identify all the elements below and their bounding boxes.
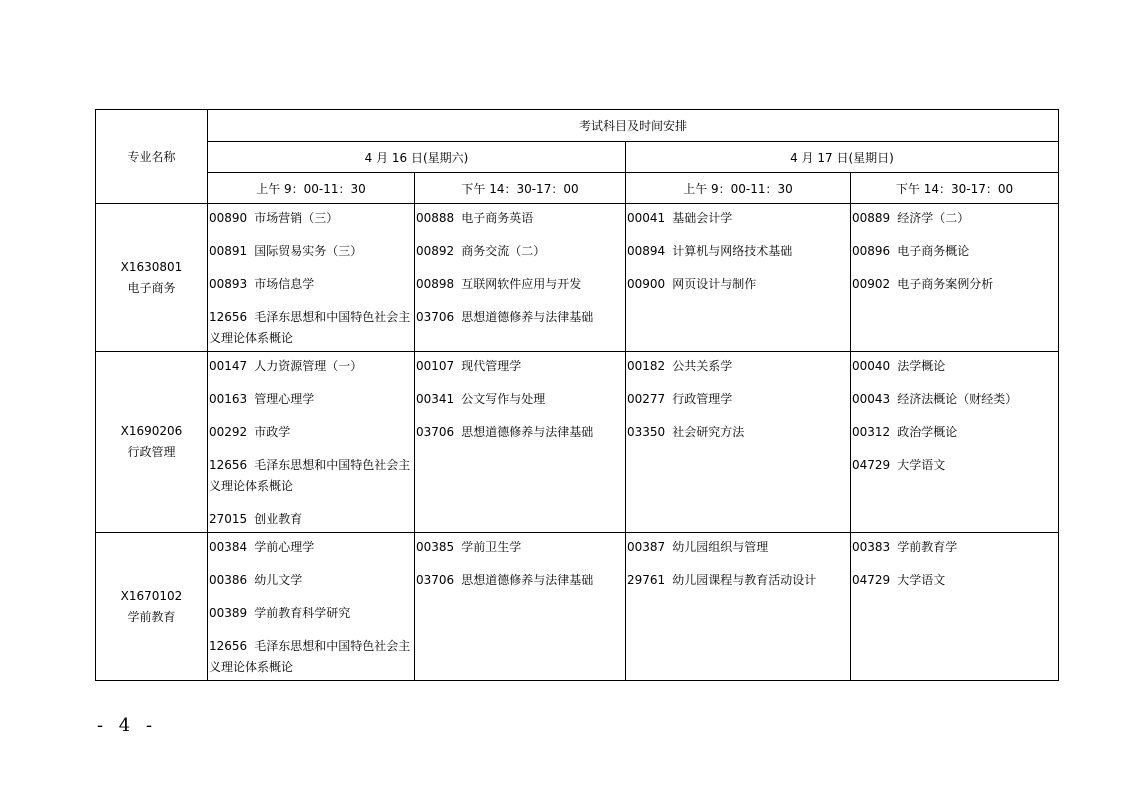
course-entry <box>852 570 1058 591</box>
course-name: 人力资源管理（一） <box>254 359 363 373</box>
course-name: 毛泽东思想和中国特色社会主义理论体系概论 <box>209 639 411 674</box>
course-name: 公共关系学 <box>672 359 733 373</box>
course-name: 学前心理学 <box>254 540 315 554</box>
course-code: 03706 <box>416 573 455 587</box>
session-cell <box>415 533 626 681</box>
course-code: 00041 <box>627 211 666 225</box>
course-code: 00387 <box>627 540 666 554</box>
session-cell <box>415 352 626 533</box>
course-code: 03706 <box>416 425 455 439</box>
page-number: - 4 - <box>97 715 158 736</box>
course-entry <box>627 208 850 229</box>
course-code: 00384 <box>209 540 248 554</box>
course-entry <box>852 356 1058 377</box>
course-entry <box>209 603 414 624</box>
course-entry <box>416 307 625 328</box>
course-code: 00040 <box>852 359 891 373</box>
course-code: 00898 <box>416 277 455 291</box>
course-name: 幼儿园组织与管理 <box>672 540 769 554</box>
course-code: 00163 <box>209 392 248 406</box>
course-entry <box>209 636 414 678</box>
course-entry <box>209 455 414 497</box>
course-entry <box>627 422 850 443</box>
course-name: 市场信息学 <box>254 277 315 291</box>
session-cell <box>851 204 1059 352</box>
course-name: 现代管理学 <box>461 359 522 373</box>
course-name: 经济学（二） <box>897 211 970 225</box>
course-entry <box>416 241 625 262</box>
course-code: 00893 <box>209 277 248 291</box>
schedule-body <box>96 204 1059 681</box>
course-entry <box>627 274 850 295</box>
course-code: 03350 <box>627 425 666 439</box>
course-code: 12656 <box>209 639 248 653</box>
course-entry <box>209 208 414 229</box>
course-code: 00891 <box>209 244 248 258</box>
course-code: 00900 <box>627 277 666 291</box>
session-cell <box>626 352 851 533</box>
course-code: 00386 <box>209 573 248 587</box>
course-entry <box>852 241 1058 262</box>
course-entry <box>209 537 414 558</box>
day-header: 4 月 16 日(星期六) <box>208 142 626 173</box>
course-code: 03706 <box>416 310 455 324</box>
course-code: 00889 <box>852 211 891 225</box>
course-entry <box>627 570 850 591</box>
course-entry <box>852 455 1058 476</box>
course-code: 00277 <box>627 392 666 406</box>
course-name: 思想道德修养与法律基础 <box>461 573 594 587</box>
course-code: 00107 <box>416 359 455 373</box>
course-code: 27015 <box>209 512 248 526</box>
course-entry <box>416 389 625 410</box>
course-entry <box>209 570 414 591</box>
course-entry <box>852 389 1058 410</box>
major-name-header: 专业名称 <box>96 110 208 204</box>
course-entry <box>852 274 1058 295</box>
major-cell <box>96 352 208 533</box>
course-code: 00147 <box>209 359 248 373</box>
course-code: 00890 <box>209 211 248 225</box>
course-name: 计算机与网络技术基础 <box>672 244 793 258</box>
course-name: 毛泽东思想和中国特色社会主义理论体系概论 <box>209 310 411 345</box>
course-code: 00182 <box>627 359 666 373</box>
course-name: 大学语文 <box>897 573 946 587</box>
course-name: 电子商务英语 <box>461 211 534 225</box>
session-header: 上午 9：00-11：30 <box>208 173 415 204</box>
course-name: 电子商务案例分析 <box>897 277 994 291</box>
major-name: 电子商务 <box>127 280 176 295</box>
major-row <box>96 533 1059 681</box>
course-code: 00888 <box>416 211 455 225</box>
session-cell <box>208 352 415 533</box>
session-cell <box>415 204 626 352</box>
major-name: 行政管理 <box>127 445 176 459</box>
course-entry <box>852 537 1058 558</box>
course-name: 国际贸易实务（三） <box>254 244 363 258</box>
session-cell <box>208 204 415 352</box>
course-code: 00896 <box>852 244 891 258</box>
course-entry <box>209 389 414 410</box>
course-code: 00892 <box>416 244 455 258</box>
course-name: 学前卫生学 <box>461 540 522 554</box>
course-name: 公文写作与处理 <box>461 392 546 406</box>
day-header: 4 月 17 日(星期日) <box>626 142 1059 173</box>
course-entry <box>209 509 414 530</box>
exam-schedule-table <box>95 109 1059 681</box>
session-cell <box>626 204 851 352</box>
course-code: 00341 <box>416 392 455 406</box>
course-name: 互联网软件应用与开发 <box>461 277 582 291</box>
course-entry <box>627 356 850 377</box>
major-cell <box>96 533 208 681</box>
course-name: 思想道德修养与法律基础 <box>461 310 594 324</box>
schedule-title: 考试科目及时间安排 <box>208 110 1059 142</box>
course-name: 法学概论 <box>897 359 946 373</box>
course-code: 04729 <box>852 458 891 472</box>
course-entry <box>852 422 1058 443</box>
major-code: X1630801 <box>120 259 183 274</box>
course-code: 00389 <box>209 606 248 620</box>
course-name: 网页设计与制作 <box>672 277 757 291</box>
session-header: 下午 14：30-17：00 <box>415 173 626 204</box>
session-cell <box>851 352 1059 533</box>
major-row <box>96 204 1059 352</box>
course-entry <box>416 570 625 591</box>
major-row <box>96 352 1059 533</box>
course-entry <box>416 422 625 443</box>
course-entry <box>209 307 414 349</box>
session-cell <box>851 533 1059 681</box>
course-name: 商务交流（二） <box>461 244 546 258</box>
course-name: 基础会计学 <box>672 211 733 225</box>
course-code: 00043 <box>852 392 891 406</box>
course-entry <box>416 208 625 229</box>
course-entry <box>416 356 625 377</box>
course-entry <box>209 422 414 443</box>
session-cell <box>626 533 851 681</box>
course-name: 市政学 <box>254 425 291 439</box>
course-code: 00312 <box>852 425 891 439</box>
course-code: 00385 <box>416 540 455 554</box>
major-name: 学前教育 <box>127 609 176 624</box>
session-cell <box>208 533 415 681</box>
course-name: 经济法概论（财经类） <box>897 392 1018 406</box>
course-name: 幼儿园课程与教育活动设计 <box>672 573 817 587</box>
session-header: 上午 9：00-11：30 <box>626 173 851 204</box>
course-entry <box>416 537 625 558</box>
course-name: 管理心理学 <box>254 392 315 406</box>
major-code: X1690206 <box>120 424 183 438</box>
course-name: 行政管理学 <box>672 392 733 406</box>
course-entry <box>627 537 850 558</box>
course-code: 04729 <box>852 573 891 587</box>
course-name: 电子商务概论 <box>897 244 970 258</box>
course-name: 政治学概论 <box>897 425 958 439</box>
course-name: 思想道德修养与法律基础 <box>461 425 594 439</box>
course-name: 学前教育学 <box>897 540 958 554</box>
course-name: 幼儿文学 <box>254 573 303 587</box>
course-code: 12656 <box>209 310 248 324</box>
course-entry <box>209 356 414 377</box>
course-entry <box>852 208 1058 229</box>
course-entry <box>209 241 414 262</box>
course-code: 12656 <box>209 458 248 472</box>
course-name: 创业教育 <box>254 512 303 526</box>
course-name: 社会研究方法 <box>672 425 745 439</box>
major-cell <box>96 204 208 352</box>
course-entry <box>416 274 625 295</box>
course-code: 29761 <box>627 573 666 587</box>
session-header: 下午 14：30-17：00 <box>851 173 1059 204</box>
course-code: 00902 <box>852 277 891 291</box>
course-entry <box>627 241 850 262</box>
course-code: 00383 <box>852 540 891 554</box>
major-code: X1670102 <box>120 588 183 603</box>
course-name: 市场营销（三） <box>254 211 339 225</box>
course-name: 学前教育科学研究 <box>254 606 351 620</box>
course-code: 00894 <box>627 244 666 258</box>
course-name: 毛泽东思想和中国特色社会主义理论体系概论 <box>209 458 411 493</box>
course-entry <box>209 274 414 295</box>
course-entry <box>627 389 850 410</box>
course-code: 00292 <box>209 425 248 439</box>
course-name: 大学语文 <box>897 458 946 472</box>
